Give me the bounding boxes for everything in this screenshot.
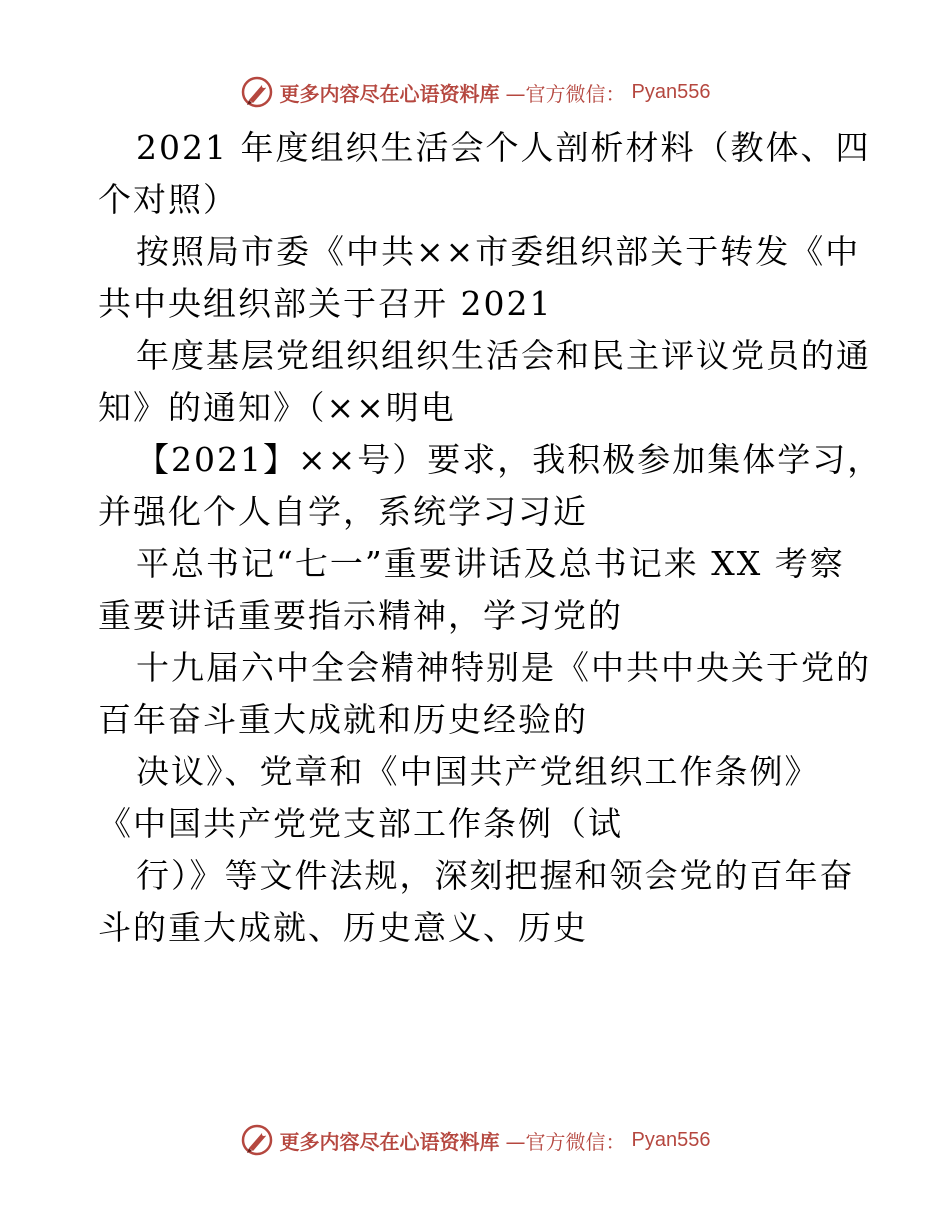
- text-line: 按照局市委《中共××市委组织部关于转发《中: [136, 232, 861, 271]
- text-line: 个对照）: [98, 180, 238, 219]
- document-body: [98, 122, 883, 954]
- pen-logo-icon: [240, 1123, 274, 1157]
- text-line: 十九届六中全会精神特别是《中共中央关于党的: [136, 648, 871, 687]
- header-watermark: [0, 72, 950, 112]
- text-line: 并强化个人自学，系统学习习近: [98, 492, 588, 531]
- text-line: 斗的重大成就、历史意义、历史: [98, 908, 588, 947]
- footer-watermark: [0, 1120, 950, 1160]
- pen-logo-icon: [240, 75, 274, 109]
- text-line: 知》的通知》（××明电: [98, 388, 456, 427]
- watermark-separator: —官方微信：: [505, 1129, 626, 1154]
- text-line: 【2021】××号）要求，我积极参加集体学习，: [136, 440, 883, 479]
- watermark-handle: Pyan556: [631, 80, 711, 103]
- watermark-separator: —官方微信：: [505, 81, 626, 106]
- watermark-text: 更多内容尽在心语资料库: [279, 81, 500, 106]
- watermark-text: 更多内容尽在心语资料库: [279, 1129, 500, 1154]
- text-line: 行）》等文件法规，深刻把握和领会党的百年奋: [136, 856, 855, 895]
- text-line: 共中央组织部关于召开 2021: [98, 284, 553, 323]
- watermark-handle: Pyan556: [631, 1128, 711, 1151]
- text-line: 2021 年度组织生活会个人剖析材料（教体、四: [136, 128, 871, 167]
- text-line: 年度基层党组织组织生活会和民主评议党员的通: [136, 336, 871, 375]
- text-line: 重要讲话重要指示精神，学习党的: [98, 596, 623, 635]
- text-line: 决议》、党章和《中国共产党组织工作条例》: [136, 752, 820, 791]
- text-line: 《中国共产党党支部工作条例（试: [98, 804, 623, 843]
- text-line: 百年奋斗重大成就和历史经验的: [98, 700, 588, 739]
- text-line: 平总书记“七一”重要讲话及总书记来 XX 考察: [136, 544, 845, 583]
